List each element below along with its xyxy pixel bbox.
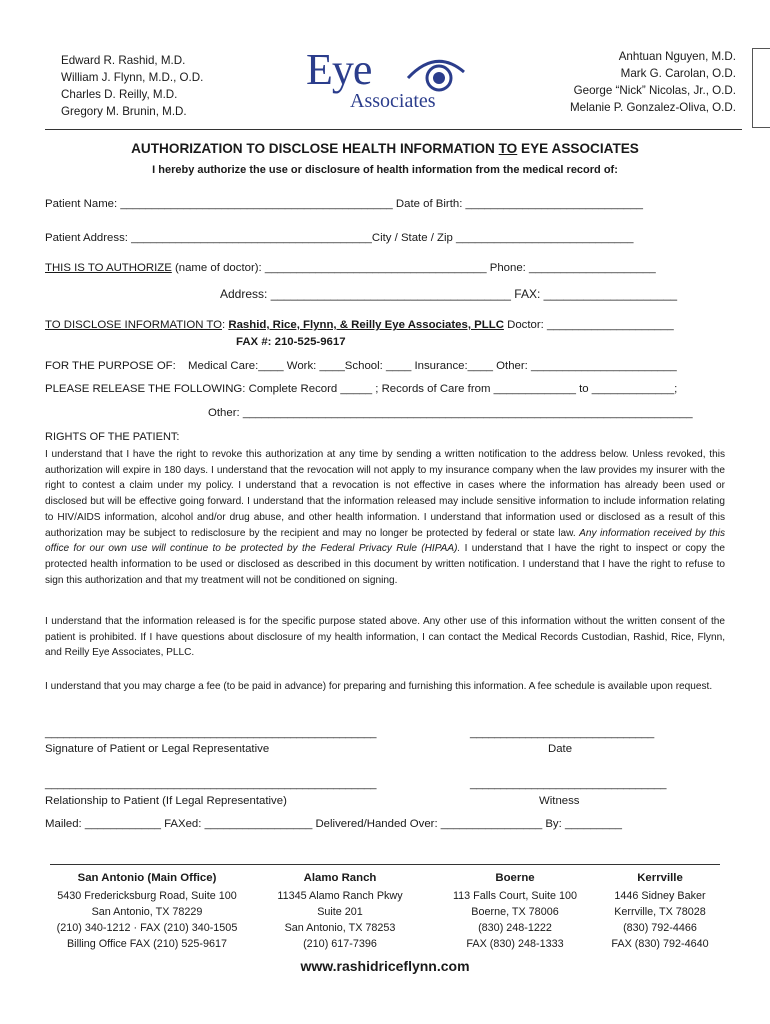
release-other-field[interactable]: Other: _______________________________________________________________________ (208, 407, 693, 419)
office-address: 5430 Fredericksburg Road, Suite 100 (57, 890, 237, 902)
witness-label: Witness (539, 795, 580, 807)
page-edge-marker (752, 48, 770, 128)
right-doctor-list (570, 48, 736, 116)
office-kerrville (600, 870, 720, 952)
office-boerne (440, 870, 590, 952)
office-name: Boerne (495, 872, 535, 884)
office-phone: (210) 617-7396 (303, 938, 377, 950)
purpose-options-field[interactable]: Medical Care:____ Work: ____School: ____ Insurance:____ Other: _______________________ (188, 360, 677, 372)
signature-line[interactable]: ______________________________________________________ (45, 727, 377, 739)
left-doctor-list (61, 52, 203, 120)
office-city: Kerrville, TX 78028 (614, 906, 706, 918)
office-name: Alamo Ranch (303, 872, 377, 884)
doctor-address-field[interactable]: Address: ____________________________________ FAX: ____________________ (220, 287, 678, 301)
patient-name-field[interactable]: Patient Name: ___________________________________________ Date of Birth: ____________________________ (45, 198, 643, 210)
doctor-name: Mark G. Carolan, O.D. (620, 67, 736, 80)
eye-icon (404, 54, 468, 94)
header-divider (45, 129, 742, 130)
signature-label: Signature of Patient or Legal Representative (45, 743, 270, 755)
release-records-field[interactable]: PLEASE RELEASE THE FOLLOWING: Complete Record _____ ; Records of Care from _____________ to _____________; (45, 383, 678, 395)
date-line[interactable]: ______________________________ (470, 727, 655, 739)
logo-word-eye: Eye (306, 45, 372, 94)
page-title: AUTHORIZATION TO DISCLOSE HEALTH INFORMATION TO EYE ASSOCIATES (131, 141, 639, 156)
footer-divider (50, 864, 720, 865)
patient-address-field[interactable]: Patient Address: ______________________________________City / State / Zip ____________________________ (45, 232, 634, 244)
office-fax: Billing Office FAX (210) 525-9617 (66, 938, 228, 950)
office-city: San Antonio, TX 78229 (91, 906, 203, 918)
office-phone: (830) 792-4466 (623, 922, 697, 934)
rights-paragraph-2: I understand that the information released is for the specific purpose stated above. Any other use of this information without the written consent of the patient is prohibited. If I have questions about disclosure of my health information, I can contact the Medical Records Custodian, Rashid, Rice, Flynn, and Reilly Eye Associates, PLLC. (45, 616, 725, 659)
witness-line[interactable]: ________________________________ (470, 778, 667, 790)
practice-fax-number: FAX #: 210-525-9617 (236, 336, 346, 348)
office-san-antonio (52, 870, 242, 952)
disclose-to-line: TO DISCLOSE INFORMATION TO: Rashid, Rice, Flynn, & Reilly Eye Associates, PLLC Doctor: ____________________ (45, 319, 674, 331)
website-link[interactable]: www.rashidriceflynn.com (300, 958, 470, 974)
doctor-name: Melanie P. Gonzalez-Oliva, O.D. (569, 101, 736, 114)
office-phone: (210) 340-1212 · FAX (210) 340-1505 (56, 922, 238, 934)
doctor-name: Edward R. Rashid, M.D. (61, 54, 186, 67)
doctor-name: Charles D. Reilly, M.D. (61, 88, 178, 101)
purpose-label: FOR THE PURPOSE OF: (45, 360, 176, 372)
office-address: 11345 Alamo Ranch Pkwy (277, 890, 403, 902)
date-label: Date (548, 743, 573, 755)
doctor-name: George “Nick” Nicolas, Jr., O.D. (573, 84, 736, 97)
office-name: San Antonio (Main Office) (77, 872, 217, 884)
office-city: Boerne, TX 78006 (471, 906, 559, 918)
office-name: Kerrville (637, 872, 683, 884)
doctor-name: Anhtuan Nguyen, M.D. (618, 50, 736, 63)
office-city: San Antonio, TX 78253 (284, 922, 396, 934)
office-phone: (830) 248-1222 (478, 922, 552, 934)
page-subtitle: I hereby authorize the use or disclosure of health information from the medical record of: (152, 164, 618, 176)
eye-associates-logo (306, 46, 466, 118)
office-fax: FAX (830) 248-1333 (466, 938, 564, 950)
relationship-label: Relationship to Patient (If Legal Representative) (45, 795, 287, 807)
rights-heading: RIGHTS OF THE PATIENT: (45, 431, 180, 443)
rights-paragraph-1: I understand that I have the right to revoke this authorization at any time by sending a written notification to the address below. Unless revoked, this authorization will expire in 180 days. I understand that the revocation will not apply to my insurance company when the law provides my insurer with the right to contest a claim under my policy. I understand that a revocation is not effective in cases where the information has already been used or disclosed but will be effective going forward. I understand that the information released may include sensitive information to include information relating to HIV/AIDS information, alcohol and/or drug abuse, and other health information. I understand that information used or disclosed as a result of this authorization may be subject to redisclosure by the recipient and may no longer be protected by federal or state law. Any information received by this office for our own use will continue to be protected by the Federal Privacy Rule (HIPAA). I understand that I have the right to inspect or copy the protected health information to be used or disclosed as described in this document by written notification. I understand that I have the right to refuse to sign this authorization and that my treatment will not be conditioned on signing. (45, 449, 726, 586)
doctor-name: William J. Flynn, M.D., O.D. (61, 71, 204, 84)
doctor-name: Gregory M. Brunin, M.D. (61, 105, 187, 118)
delivery-method-field[interactable]: Mailed: ____________ FAXed: _________________ Delivered/Handed Over: ________________ By: _________ (45, 818, 622, 830)
relationship-line[interactable]: ______________________________________________________ (45, 778, 377, 790)
office-fax: FAX (830) 792-4640 (611, 938, 709, 950)
office-alamo-ranch (260, 870, 420, 952)
office-address: 1446 Sidney Baker (614, 890, 706, 902)
authorize-doctor-field[interactable]: THIS IS TO AUTHORIZE (name of doctor): ___________________________________ Phone: ____________________ (45, 262, 656, 274)
office-address: 113 Falls Court, Suite 100 (452, 890, 578, 902)
office-suite: Suite 201 (317, 906, 363, 918)
logo-word-associates: Associates (350, 90, 436, 112)
rights-paragraph-3: I understand that you may charge a fee (to be paid in advance) for preparing and furnishing this information. A fee schedule is available upon request. (45, 681, 713, 692)
